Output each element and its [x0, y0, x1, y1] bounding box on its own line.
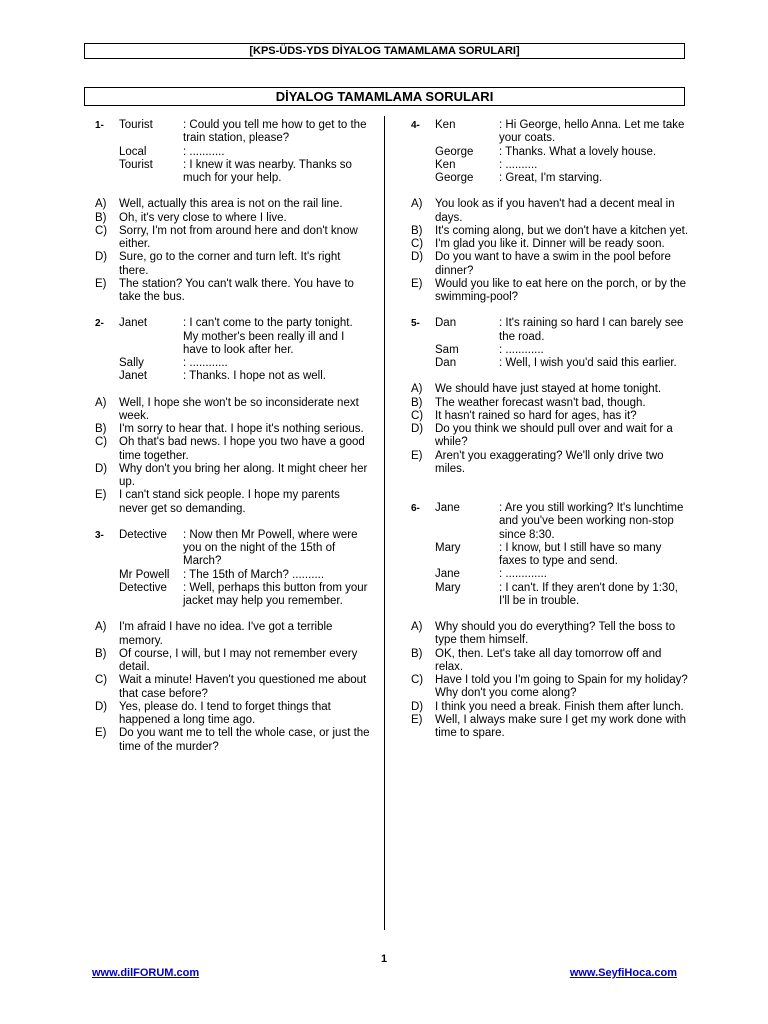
option-letter: B): [411, 396, 423, 409]
option-text: The weather forecast wasn't bad, though.: [435, 396, 646, 409]
answer-option: [95, 251, 370, 278]
answer-options: [411, 198, 691, 304]
dialog-text: : Great, I'm starving.: [499, 172, 603, 184]
dialog-line: [411, 172, 691, 185]
dialog-line: [95, 582, 370, 609]
answer-option: [95, 436, 370, 463]
answer-option: [95, 225, 370, 252]
dialog-line: [411, 146, 691, 159]
option-text: Do you want to have a swim in the pool before dinner?: [435, 251, 671, 277]
question-number: 2-: [95, 318, 104, 330]
dialog-line: [95, 317, 370, 357]
question-number: 1-: [95, 120, 104, 131]
dialog-speaker: Detective: [119, 581, 167, 594]
dialog-text: : Well, I wish you'd said this earlier.: [499, 357, 677, 369]
document-header: [KPS-ÜDS-YDS DİYALOG TAMAMLAMA SORULARI]: [84, 43, 685, 59]
answer-option: [411, 383, 691, 396]
dialog-line: [411, 502, 691, 542]
answer-option: [95, 212, 370, 225]
dialog-text: : ..........: [499, 158, 538, 171]
answer-option: [95, 463, 370, 490]
dialog-speaker: Dan: [435, 357, 457, 369]
dialog-text: : I know, but I still have so many faxes to type and send.: [499, 541, 662, 567]
dialog-line: [411, 357, 691, 370]
question-1: [95, 119, 370, 304]
option-text: Well, actually this area is not on the rail line.: [119, 198, 343, 211]
answer-option: [95, 727, 370, 754]
option-letter: E): [95, 489, 107, 502]
option-letter: A): [411, 383, 423, 396]
dialog-line: [411, 317, 691, 344]
option-text: Would you like to eat here on the porch, or by the swimming-pool?: [435, 277, 687, 303]
dialog-text: : .............: [499, 568, 547, 581]
dialog-line: [411, 582, 691, 609]
option-text: It's coming along, but we don't have a kitchen yet.: [435, 224, 689, 237]
dialog-speaker: Mary: [435, 541, 461, 554]
dialog-speaker: Janet: [119, 317, 148, 330]
option-text: I'm sorry to hear that. I hope it's nothing serious.: [119, 423, 364, 435]
answer-option: [95, 621, 370, 648]
answer-option: [411, 674, 691, 701]
dialog-line: [411, 542, 691, 569]
option-letter: E): [411, 277, 423, 290]
question-number: 3-: [95, 529, 104, 541]
dialog-speaker: Tourist: [119, 158, 153, 171]
dialog: [411, 502, 691, 608]
dialog-speaker: Jane: [435, 502, 460, 514]
answer-option: [411, 397, 691, 410]
answer-option: [411, 225, 691, 238]
dialog-speaker: George: [435, 172, 474, 184]
page-title: DİYALOG TAMAMLAMA SORULARI: [84, 87, 685, 106]
dialog-speaker: Ken: [435, 158, 456, 171]
dialog-line: [411, 119, 691, 146]
dialog-text: : The 15th of March? ..........: [183, 568, 325, 581]
option-text: The station? You can't walk there. You have to take the bus.: [119, 277, 354, 303]
answer-options: [95, 198, 370, 304]
dialog-text: : I can't come to the party tonight. My mother's been really ill and I have to look after her.: [183, 317, 353, 356]
dialog-text: : Hi George, hello Anna. Let me take your coats.: [499, 119, 685, 145]
option-text: Well, I always make sure I get my work done with time to spare.: [435, 713, 686, 739]
answer-option: [95, 397, 370, 424]
option-letter: D): [95, 251, 108, 264]
dialog-speaker: Local: [119, 145, 147, 158]
option-letter: B): [411, 224, 423, 237]
dialog-text: : I can't. If they aren't done by 1:30, I'll be in trouble.: [499, 581, 678, 607]
dialog: [95, 529, 370, 609]
option-letter: B): [95, 423, 107, 435]
option-letter: B): [95, 211, 107, 224]
answer-option: [95, 198, 370, 211]
dialog-line: [411, 344, 691, 357]
option-letter: D): [411, 423, 424, 435]
option-letter: C): [95, 436, 108, 449]
answer-options: [411, 621, 691, 740]
option-text: I think you need a break. Finish them after lunch.: [435, 700, 684, 713]
dialog-speaker: Detective: [119, 528, 167, 541]
question-3: [95, 529, 370, 754]
dialog: [411, 317, 691, 370]
option-letter: D): [411, 700, 424, 713]
dialog-speaker: Sam: [435, 343, 459, 356]
option-text: Sure, go to the corner and turn left. It's right there.: [119, 251, 341, 277]
option-text: Oh that's bad news. I hope you two have a good time together.: [119, 436, 365, 462]
dialog-text: : ............: [183, 357, 228, 369]
dialog-speaker: Mary: [435, 581, 461, 594]
option-text: Aren't you exaggerating? We'll only drive two miles.: [435, 449, 664, 475]
dialog-text: : Thanks. What a lovely house.: [499, 145, 657, 158]
option-text: Why should you do everything? Tell the boss to type them himself.: [435, 621, 676, 647]
option-letter: E): [411, 713, 423, 726]
dialog: [95, 119, 370, 185]
dialog-line: [411, 159, 691, 172]
option-text: Why don't you bring her along. It might cheer her up.: [119, 462, 368, 488]
option-text: I'm afraid I have no idea. I've got a terrible memory.: [119, 621, 333, 647]
answer-option: [411, 423, 691, 450]
question-4: [411, 119, 691, 304]
answer-option: [411, 701, 691, 714]
option-letter: A): [411, 198, 423, 211]
left-column: [95, 119, 370, 754]
option-text: It hasn't rained so hard for ages, has it?: [435, 409, 637, 422]
option-letter: A): [95, 198, 107, 211]
option-letter: E): [411, 449, 423, 462]
dialog-speaker: Dan: [435, 317, 457, 330]
dialog-line: [95, 119, 370, 146]
option-letter: E): [95, 277, 107, 290]
dialog-speaker: Ken: [435, 119, 456, 131]
dialog-speaker: Tourist: [119, 119, 153, 131]
question-5: [411, 317, 691, 476]
answer-option: [411, 278, 691, 305]
option-letter: D): [411, 251, 424, 264]
answer-option: [95, 278, 370, 305]
answer-options: [95, 397, 370, 516]
option-text: Of course, I will, but I may not remember every detail.: [119, 647, 358, 673]
dialog: [95, 317, 370, 383]
option-letter: B): [411, 647, 423, 660]
answer-options: [411, 383, 691, 476]
dialog-text: : Could you tell me how to get to the train station, please?: [183, 119, 367, 145]
option-text: We should have just stayed at home tonight.: [435, 383, 662, 396]
option-text: Wait a minute! Haven't you questioned me about that case before?: [119, 674, 367, 700]
option-text: Well, I hope she won't be so inconsiderate next week.: [119, 396, 359, 422]
dialog-text: : It's raining so hard I can barely see the road.: [499, 317, 684, 343]
answer-options: [95, 621, 370, 754]
dialog: [411, 119, 691, 185]
option-text: You look as if you haven't had a decent meal in days.: [435, 198, 675, 224]
answer-option: [411, 198, 691, 225]
option-letter: C): [411, 674, 424, 686]
option-letter: C): [95, 224, 108, 237]
answer-option: [411, 450, 691, 477]
dialog-line: [411, 568, 691, 581]
option-text: Do you want me to tell the whole case, or just the time of the murder?: [119, 727, 370, 753]
dialog-line: [95, 146, 370, 159]
answer-option: [95, 701, 370, 728]
footer-link-dilforum[interactable]: www.dilFORUM.com: [92, 967, 200, 979]
answer-option: [411, 251, 691, 278]
option-text: Yes, please do. I tend to forget things that happened a long time ago.: [119, 700, 331, 726]
dialog-text: : ............: [499, 343, 544, 356]
dialog-text: : Now then Mr Powell, where were you on the night of the 15th of March?: [183, 528, 358, 568]
option-letter: A): [95, 621, 107, 634]
dialog-speaker: Janet: [119, 370, 148, 383]
answer-option: [95, 489, 370, 516]
option-letter: C): [411, 238, 424, 250]
option-letter: D): [95, 462, 108, 475]
option-text: I can't stand sick people. I hope my parents never get so demanding.: [119, 489, 340, 515]
option-text: Sorry, I'm not from around here and don't know either.: [119, 224, 358, 250]
answer-option: [411, 714, 691, 741]
answer-option: [95, 674, 370, 701]
page-number: 1: [380, 953, 388, 965]
dialog-text: : Are you still working? It's lunchtime and you've been working non-stop since 8:30.: [499, 502, 684, 541]
dialog-line: [95, 370, 370, 383]
answer-option: [411, 648, 691, 675]
option-text: Oh, it's very close to where I live.: [119, 211, 287, 224]
right-column: [411, 119, 691, 740]
question-number: 6-: [411, 503, 420, 514]
dialog-speaker: George: [435, 145, 474, 158]
column-divider: [384, 116, 385, 930]
option-text: Have I told you I'm going to Spain for my holiday? Why don't you come along?: [435, 674, 688, 700]
option-text: I'm glad you like it. Dinner will be ready soon.: [435, 238, 665, 250]
dialog-line: [95, 159, 370, 186]
dialog-line: [95, 357, 370, 370]
dialog-text: : ...........: [183, 145, 225, 158]
answer-option: [411, 621, 691, 648]
dialog-speaker: Sally: [119, 357, 144, 369]
dialog-text: : Thanks. I hope not as well.: [183, 370, 326, 383]
option-text: Do you think we should pull over and wait for a while?: [435, 423, 673, 449]
option-letter: C): [411, 409, 424, 422]
option-letter: E): [95, 727, 107, 740]
answer-option: [95, 423, 370, 436]
answer-option: [411, 238, 691, 251]
dialog-line: [95, 569, 370, 582]
option-letter: C): [95, 674, 108, 687]
dialog-speaker: Mr Powell: [119, 568, 170, 581]
option-text: OK, then. Let's take all day tomorrow off and relax.: [435, 647, 662, 673]
option-letter: B): [95, 647, 107, 660]
question-number: 4-: [411, 120, 420, 131]
dialog-text: : Well, perhaps this button from your jacket may help you remember.: [183, 581, 368, 607]
option-letter: A): [411, 621, 423, 633]
dialog-text: : I knew it was nearby. Thanks so much for your help.: [183, 158, 352, 184]
answer-option: [95, 648, 370, 675]
question-number: 5-: [411, 318, 420, 330]
question-2: [95, 317, 370, 516]
dialog-line: [95, 529, 370, 569]
footer-link-seyfihoca[interactable]: www.SeyfiHoca.com: [569, 967, 677, 979]
dialog-speaker: Jane: [435, 568, 460, 581]
option-letter: D): [95, 700, 108, 713]
option-letter: A): [95, 396, 107, 409]
answer-option: [411, 410, 691, 423]
question-6: [411, 502, 691, 740]
